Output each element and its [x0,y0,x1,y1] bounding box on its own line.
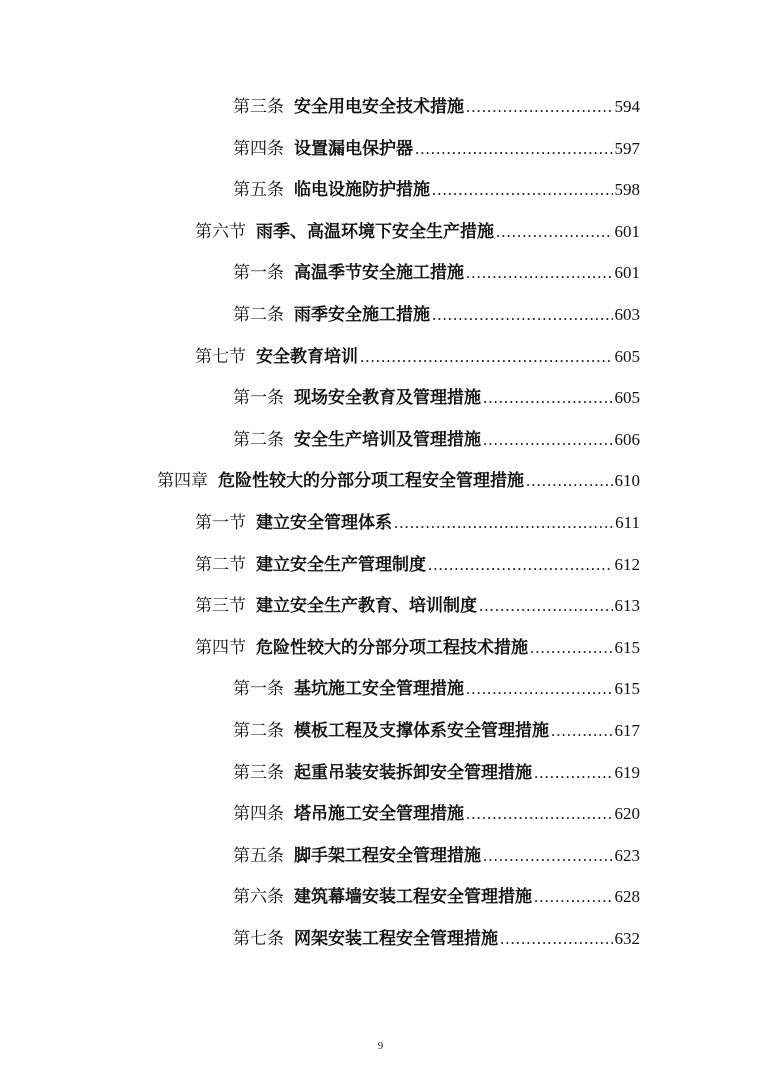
dot-leader [466,678,613,700]
dot-leader [526,470,613,492]
toc-entry[interactable] [233,379,640,409]
toc-entry-page: 615 [614,637,640,657]
toc-entry-number: 第二条 [233,305,284,325]
toc-entry-number: 第二条 [233,721,284,741]
dot-leader [500,928,613,950]
toc-entry-title: 危险性较大的分部分项工程技术措施 [256,637,528,658]
toc-entry-page: 613 [614,596,640,616]
dot-leader [432,304,613,326]
toc-entry-title: 网架安装工程安全管理措施 [294,929,498,949]
toc-entry[interactable] [233,837,640,867]
toc-entry-title: 脚手架工程安全管理措施 [294,845,481,866]
toc-entry-number: 第五条 [233,180,284,201]
toc-entry-title: 设置漏电保护器 [294,138,413,159]
toc-entry-title: 安全用电安全技术措施 [294,97,464,117]
page-number: 9 [377,1040,384,1052]
dot-leader [466,262,613,284]
toc-entry-number: 第六条 [233,887,284,908]
dot-leader [496,221,613,243]
toc-entry-number: 第五条 [233,845,284,866]
toc-entry[interactable] [233,421,640,451]
toc-entry-number: 第七条 [233,929,284,949]
toc-entry-page: 601 [614,263,640,283]
toc-entry-page: 597 [614,138,640,158]
toc-entry-number: 第一条 [233,263,284,284]
toc-entry[interactable] [233,670,640,700]
toc-entry[interactable] [195,338,640,368]
dot-leader [483,429,613,451]
toc-entry-title: 建筑幕墙安装工程安全管理措施 [294,887,532,908]
toc-entry-page: 615 [614,679,640,699]
toc-entry-page: 605 [614,388,640,408]
toc-entry[interactable] [233,754,640,784]
toc-entry[interactable] [233,878,640,908]
toc-entry-page: 617 [614,721,640,740]
dot-leader [394,512,613,534]
dot-leader [483,387,613,409]
toc-entry-page: 606 [614,429,640,449]
toc-entry-page: 620 [614,804,640,824]
toc-entry-page: 628 [614,887,640,907]
toc-entry[interactable] [233,171,640,201]
toc-entry[interactable] [233,712,640,742]
toc-entry[interactable] [233,88,640,118]
dot-leader [530,637,613,659]
toc-entry-number: 第二节 [195,554,246,575]
toc-entry-number: 第三节 [195,596,246,617]
toc-entry-page: 598 [614,180,640,200]
dot-leader [551,720,613,742]
toc-entry-title: 安全生产培训及管理措施 [294,429,481,450]
toc-entry[interactable] [195,629,640,659]
dot-leader [466,803,613,825]
toc-entry[interactable] [195,504,640,534]
toc-entry-page: 610 [614,471,640,491]
toc-entry-page: 603 [614,305,640,324]
toc-entry-title: 临电设施防护措施 [294,180,430,201]
toc-entry[interactable] [233,130,640,160]
toc-entry-number: 第七节 [195,346,246,367]
dot-leader [534,762,613,784]
toc-entry-number: 第四章 [157,471,208,492]
toc-entry[interactable] [195,546,640,576]
toc-entry[interactable] [233,920,640,950]
toc-entry-number: 第六节 [195,221,246,242]
toc-entry[interactable] [157,462,640,492]
toc-entry-title: 高温季节安全施工措施 [294,263,464,284]
toc-entry-number: 第一条 [233,679,284,700]
toc-entry-number: 第一条 [233,388,284,409]
toc-entry[interactable] [233,296,640,326]
toc-entry-page: 601 [614,221,640,241]
dot-leader [479,595,613,617]
toc-entry-page: 612 [614,554,640,574]
toc-entry-number: 第三条 [233,762,284,783]
toc-entry-number: 第四条 [233,804,284,825]
dot-leader [415,138,613,160]
toc-entry-title: 起重吊装安装拆卸安全管理措施 [294,762,532,783]
toc-entry[interactable] [233,254,640,284]
toc-entry-title: 建立安全管理体系 [256,513,392,533]
toc-entry-number: 第二条 [233,429,284,450]
toc-entry-page: 632 [614,929,640,948]
toc-entry-title: 现场安全教育及管理措施 [294,388,481,409]
toc-entry[interactable] [195,213,640,243]
toc-entry-title: 建立安全生产教育、培训制度 [256,596,477,617]
toc-entry-number: 第四条 [233,138,284,159]
dot-leader [432,179,613,201]
dot-leader [483,845,613,867]
toc-entry-title: 塔吊施工安全管理措施 [294,804,464,825]
toc-entry-number: 第四节 [195,637,246,658]
toc-entry-number: 第三条 [233,97,284,117]
toc-entry-page: 619 [614,762,640,782]
toc-entry-page: 611 [615,513,640,532]
toc-entry-page: 605 [614,346,640,366]
toc-entry-title: 建立安全生产管理制度 [256,554,426,575]
toc-entry-title: 模板工程及支撑体系安全管理措施 [294,721,549,741]
toc-entry-title: 危险性较大的分部分项工程安全管理措施 [218,471,524,492]
toc-entry[interactable] [195,587,640,617]
toc-entry-title: 雨季、高温环境下安全生产措施 [256,221,494,242]
toc-entry[interactable] [233,795,640,825]
dot-leader [360,346,613,368]
dot-leader [428,554,613,576]
toc-entry-page: 594 [614,97,640,116]
toc-entry-page: 623 [614,845,640,865]
toc-entry-title: 雨季安全施工措施 [294,305,430,325]
dot-leader [466,96,613,118]
toc-entry-title: 安全教育培训 [256,346,358,367]
dot-leader [534,886,613,908]
toc-entry-number: 第一节 [195,513,246,533]
toc-entry-title: 基坑施工安全管理措施 [294,679,464,700]
